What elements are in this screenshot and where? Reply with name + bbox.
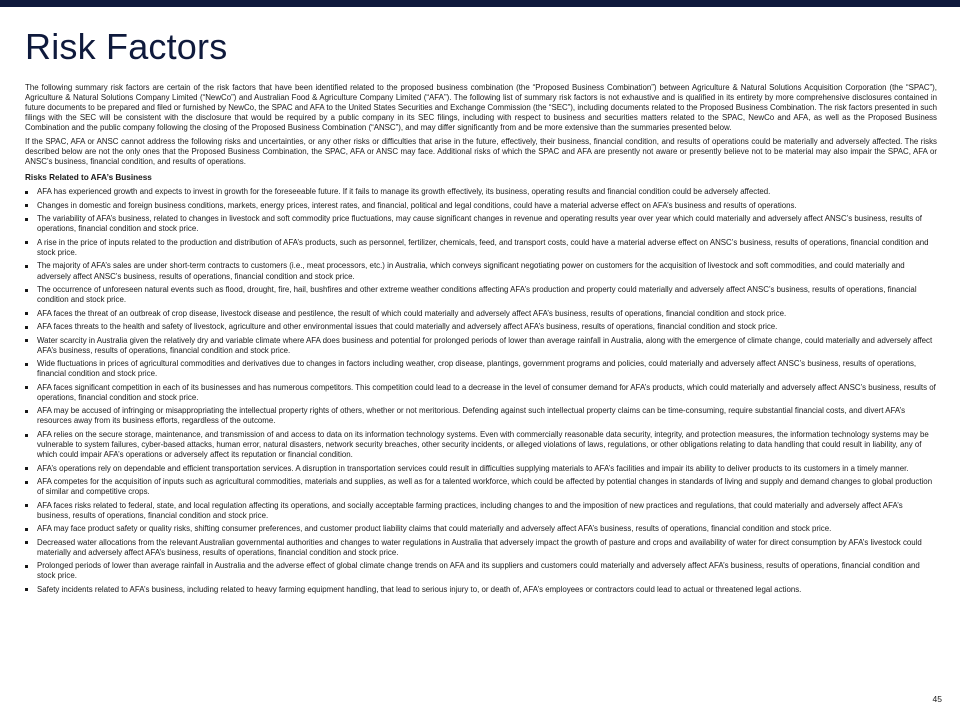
list-item-text: AFA faces the threat of an outbreak of crop disease, livestock disease and pestilence, the result of which could materially and adversely affect AFA’s business, results of operations, financial condition and stock price. bbox=[37, 308, 787, 318]
list-item-text: AFA relies on the secure storage, maintenance, and transmission of and access to data on its information technology systems. Even with commercially reasonable data security, integrity, and protection measures, the information technology systems may be vulnerable to system failures, cyber-based attacks, human error, natural disasters, network security breaches, other security incidents, or alleged violations of laws, regulations, or other obligations relating to data handling that could result in liability, any of which could impair AFA’s operations or adversely affect its reputation or financial condition. bbox=[37, 429, 929, 460]
list-item-text: Wide fluctuations in prices of agricultural commodities and derivatives due to changes in factors including weather, crop disease, plantings, government programs and policies, could materially and adversely affect ANSC’s business, results of operations, financial condition and stock price. bbox=[37, 359, 917, 379]
bullet-icon bbox=[25, 528, 28, 531]
bullet-icon bbox=[25, 541, 28, 544]
bullet-icon bbox=[25, 204, 28, 207]
page-title: Risk Factors bbox=[25, 26, 228, 67]
list-item bbox=[25, 238, 937, 258]
intro-paragraph: If the SPAC, AFA or ANSC cannot address the following risks and uncertainties, or any other risks or difficulties that arise in the future, effectively, their business, financial condition, and results of operations could be materially and adversely affected. The risks described below are not the only ones that the Proposed Business Combination, the SPAC, AFA or ANSC may face. Additional risks of which the SPAC and AFA are presently not aware or presently believe not to be material may also impair the SPAC, AFA or ANSC’s business, financial condition, and results of operations. bbox=[25, 136, 937, 167]
bullet-icon bbox=[25, 191, 28, 194]
bullet-icon bbox=[25, 265, 28, 268]
list-item-text: Changes in domestic and foreign business conditions, markets, energy prices, interest rates, and financial, political and legal conditions, could have a material adverse effect on AFA’s business and results of operations. bbox=[37, 200, 797, 210]
section-heading: Risks Related to AFA’s Business bbox=[25, 173, 152, 183]
list-item-text: The variability of AFA’s business, related to changes in livestock and soft commodity price fluctuations, may cause significant changes in revenue and operating results year over year which could materially and adversely affect ANSC’s business, results of operations, financial condition and stock price. bbox=[37, 214, 922, 234]
bullet-icon bbox=[25, 504, 28, 507]
bullet-icon bbox=[25, 434, 28, 437]
list-item-text: AFA has experienced growth and expects to invest in growth for the foreseeable future. If it fails to manage its growth effectively, its business, operating results and financial condition could be adversely affected. bbox=[37, 187, 771, 197]
bullet-icon bbox=[25, 312, 28, 315]
list-item-text: The majority of AFA’s sales are under short-term contracts to customers (i.e., meat processors, etc.) in Australia, which conveys significant negotiating power on customers for the acquisition of livestock and soft commodities, and could materially and adversely affect ANSC’s business, results of operations, financial condition and stock price. bbox=[37, 261, 905, 281]
list-item bbox=[25, 383, 937, 403]
list-item-text: Prolonged periods of lower than average rainfall in Australia and the adverse effect of global climate change trends on AFA and its suppliers and customers could materially and adversely affect AFA’s business, results of operations, financial condition and stock price. bbox=[37, 561, 920, 581]
list-item-text: AFA may face product safety or quality risks, shifting consumer preferences, and customer product liability claims that could materially and adversely affect AFA’s business, results of operations, financial condition and stock price. bbox=[37, 524, 832, 534]
bullet-icon bbox=[25, 241, 28, 244]
list-item-text: AFA faces threats to the health and safety of livestock, agriculture and other environmental issues that could materially and adversely affect AFA’s business, results of operations, financial condition and stock price. bbox=[37, 322, 778, 332]
list-item bbox=[25, 477, 937, 497]
bullet-icon bbox=[25, 363, 28, 366]
list-item bbox=[25, 430, 937, 460]
list-item bbox=[25, 187, 937, 197]
list-item bbox=[25, 585, 937, 595]
bullet-icon bbox=[25, 326, 28, 329]
bullet-icon bbox=[25, 481, 28, 484]
list-item-text: Water scarcity in Australia given the relatively dry and variable climate where AFA does business and potential for prolonged periods of lower than average rainfall in Australia, along with the emergence of climate change, could materially and adversely affect AFA’s business, results of operations, financial condition and stock price. bbox=[37, 335, 933, 355]
bullet-icon bbox=[25, 289, 28, 292]
list-item bbox=[25, 406, 937, 426]
page-number: 45 bbox=[932, 694, 942, 704]
top-accent-bar bbox=[0, 0, 960, 7]
list-item bbox=[25, 561, 937, 581]
bullet-icon bbox=[25, 386, 28, 389]
bullet-icon bbox=[25, 467, 28, 470]
list-item bbox=[25, 214, 937, 234]
bullet-icon bbox=[25, 410, 28, 413]
list-item-text: Safety incidents related to AFA’s business, including related to heavy farming equipment handling, that lead to serious injury to, or death of, AFA’s employees or contractors could lead to actual or threatened legal actions. bbox=[37, 584, 802, 594]
list-item-text: Decreased water allocations from the relevant Australian governmental authorities and changes to water regulations in Australia that adversely impact the growth of pasture and crops and availability of water for direct consumption by AFA’s livestock could materially and adversely affect AFA’s business, results of operations, financial condition and stock price. bbox=[37, 537, 922, 557]
bullet-icon bbox=[25, 339, 28, 342]
list-item-text: AFA may be accused of infringing or misappropriating the intellectual property rights of others, whether or not meritorious. Defending against such intellectual property claims can be time-consuming, require substantial financial costs, and divert AFA’s resources away from its business efforts, regardless of the outcome. bbox=[37, 406, 906, 426]
bullet-icon bbox=[25, 218, 28, 221]
list-item bbox=[25, 261, 937, 281]
list-item bbox=[25, 524, 937, 534]
risk-list bbox=[25, 187, 937, 595]
list-item-text: AFA competes for the acquisition of inputs such as agricultural commodities, materials and supplies, as well as for a talented workforce, which could be affected by potential changes in standards of living and supply and demand changes to global production of similar and competitive crops. bbox=[37, 477, 933, 497]
list-item bbox=[25, 322, 937, 332]
list-item-text: A rise in the price of inputs related to the production and distribution of AFA’s products, such as personnel, fertilizer, chemicals, feed, and transport costs, could have a material adverse effect on ANSC’s business, results of operations, financial condition and stock price. bbox=[37, 237, 929, 257]
list-item bbox=[25, 359, 937, 379]
list-item bbox=[25, 309, 937, 319]
list-item bbox=[25, 464, 937, 474]
list-item-text: AFA’s operations rely on dependable and efficient transportation services. A disruption in transportation services could result in difficulties supplying materials to AFA’s facilities and impair its ability to deliver products to its customers in a timely manner. bbox=[37, 463, 909, 473]
list-item bbox=[25, 538, 937, 558]
list-item bbox=[25, 501, 937, 521]
list-item bbox=[25, 285, 937, 305]
bullet-icon bbox=[25, 565, 28, 568]
list-item bbox=[25, 201, 937, 211]
intro-paragraph: The following summary risk factors are certain of the risk factors that have been identified related to the proposed business combination (the “Proposed Business Combination”) between Agriculture & Natural Solutions Acquisition Corporation (the “SPAC”), Agriculture & Natural Solutions Company Limited (“NewCo”) and Australian Food & Agriculture Company Limited (“AFA”). The following list of summary risk factors is not exhaustive and is qualified in its entirety by more comprehensive disclosures contained in future documents to be prepared and filed or furnished by NewCo, the SPAC and AFA to the United States Securities and Exchange Commission (the “SEC”), including documents related to the Proposed Business Combination. The risk factors presented in such filings with the SEC will be consistent with the disclosure that would be required by a public company in its SEC filings, including with respect to business and securities matters related to the SPAC, NewCo and AFA, as well as the Proposed Business Combination and the public company following the closing of the Proposed Business Combination (“ANSC”), and may differ significantly from and be more extensive than the summaries presented below. bbox=[25, 83, 937, 133]
risk-factors-content bbox=[25, 83, 937, 598]
list-item-text: AFA faces significant competition in each of its businesses and has numerous competitors. This competition could lead to a decrease in the level of consumer demand for AFA’s products, which could materially and adversely affect ANSC’s business, results of operations, financial condition and stock price. bbox=[37, 382, 936, 402]
bullet-icon bbox=[25, 588, 28, 591]
list-item bbox=[25, 336, 937, 356]
list-item-text: The occurrence of unforeseen natural events such as flood, drought, fire, hail, bushfires and other extreme weather conditions affecting AFA’s production and property could materially and adversely affect ANSC’s business, results of operations, financial condition and stock price. bbox=[37, 285, 917, 305]
list-item-text: AFA faces risks related to federal, state, and local regulation affecting its operations, and socially acceptable farming practices, including changes to and the imposition of new practices and regulations, that could materially and adversely affect AFA’s business, results of operations, financial condition and stock price. bbox=[37, 500, 903, 520]
